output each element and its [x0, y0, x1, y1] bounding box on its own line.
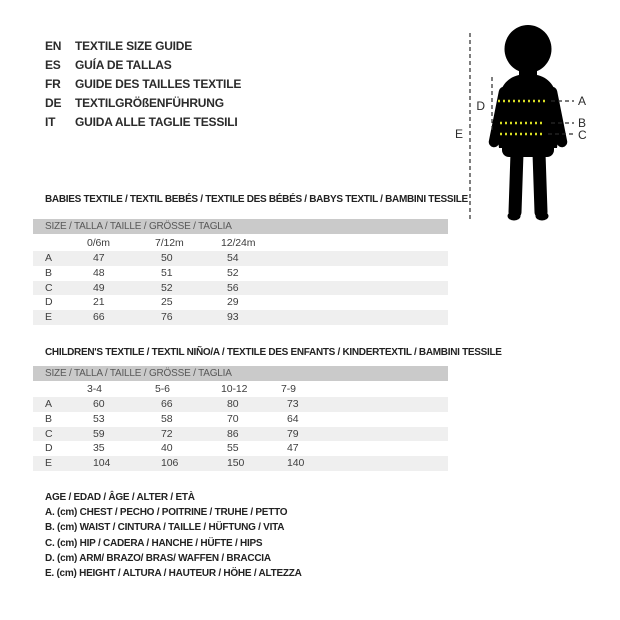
table-row: [33, 266, 448, 281]
measurement-value: 48: [93, 266, 105, 279]
babies-table: [33, 251, 448, 325]
table-row: [33, 427, 448, 442]
label-e: E: [454, 127, 463, 141]
measurement-value: 52: [161, 281, 173, 294]
measurement-value: 64: [287, 412, 299, 425]
measurement-value: 106: [161, 457, 179, 470]
language-row: [45, 37, 241, 56]
row-letter: B: [45, 412, 52, 425]
row-letter: E: [45, 311, 52, 324]
language-code: IT: [45, 115, 56, 129]
label-a: A: [578, 94, 587, 108]
measurement-value: 70: [227, 412, 239, 425]
measurement-value: 35: [93, 442, 105, 455]
legend-items: [45, 505, 302, 581]
table-row: [33, 441, 448, 456]
measurement-value: 86: [227, 427, 239, 440]
label-b: B: [578, 116, 587, 130]
measurement-value: 51: [161, 266, 173, 279]
measurement-value: 93: [227, 311, 239, 324]
table-column-header-row: [33, 382, 448, 397]
measurement-value: 58: [161, 412, 173, 425]
babies-size-header: SIZE / TALLA / TAILLE / GRÖSSE / TAGLIA: [33, 219, 448, 234]
column-header: 7-9: [281, 383, 296, 395]
measurement-value: 66: [93, 311, 105, 324]
measurement-value: 52: [227, 266, 239, 279]
measurement-value: 47: [93, 252, 105, 264]
language-code: DE: [45, 96, 62, 110]
measurement-value: 73: [287, 398, 299, 410]
label-d: D: [476, 99, 485, 113]
measurement-value: 80: [227, 398, 239, 410]
row-letter: D: [45, 296, 53, 309]
language-label: GUIDE DES TAILLES TEXTILE: [75, 77, 242, 91]
measurement-value: 150: [227, 457, 245, 470]
legend-age-line: AGE / EDAD / ÂGE / ALTER / ETÀ: [45, 492, 195, 503]
measurement-value: 60: [93, 398, 105, 410]
measurement-value: 55: [227, 442, 239, 455]
language-row: [45, 113, 241, 132]
measurement-value: 40: [161, 442, 173, 455]
language-list: [45, 37, 241, 132]
table-column-header-row: [33, 236, 448, 251]
measurement-value: 29: [227, 296, 239, 309]
children-section-title: CHILDREN'S TEXTILE / TEXTIL NIÑO/A / TEXTILE DES ENFANTS / KINDERTEXTIL / BAMBINI TESSILE: [45, 347, 502, 358]
measurement-value: 76: [161, 311, 173, 324]
children-column-headers: [33, 382, 448, 397]
table-row: [33, 251, 448, 266]
measurement-value: 140: [287, 457, 305, 470]
label-c: C: [578, 128, 587, 142]
column-header: 5-6: [155, 383, 170, 395]
measurement-value: 104: [93, 457, 111, 470]
language-label: GUÍA DE TALLAS: [75, 58, 172, 72]
legend-item: B. (cm) WAIST / CINTURA / TAILLE / HÜFTUNG / VITA: [45, 522, 285, 534]
legend-item: D. (cm) ARM/ BRAZO/ BRAS/ WAFFEN / BRACCIA: [45, 552, 271, 564]
table-row: [33, 412, 448, 427]
measurement-value: 54: [227, 252, 239, 264]
language-code: ES: [45, 58, 61, 72]
language-label: TEXTILGRÖßENFÜHRUNG: [75, 96, 224, 110]
measurement-legend: [45, 490, 302, 581]
measurement-value: 47: [287, 442, 299, 455]
measurement-value: 49: [93, 281, 105, 294]
measurement-value: 66: [161, 398, 173, 410]
table-row: [33, 281, 448, 296]
language-code: EN: [45, 39, 62, 53]
column-header: 0/6m: [87, 237, 110, 249]
row-letter: A: [45, 252, 52, 264]
column-header: 3-4: [87, 383, 102, 395]
table-row: [33, 456, 448, 471]
row-letter: B: [45, 266, 52, 279]
measurement-value: 53: [93, 412, 105, 425]
babies-column-headers: [33, 236, 448, 251]
row-letter: C: [45, 427, 53, 440]
language-label: TEXTILE SIZE GUIDE: [75, 39, 193, 53]
row-letter: D: [45, 442, 53, 455]
table-row: [33, 310, 448, 325]
children-size-header: SIZE / TALLA / TAILLE / GRÖSSE / TAGLIA: [33, 366, 448, 381]
language-row: [45, 75, 241, 94]
legend-item: C. (cm) HIP / CADERA / HANCHE / HÜFTE / HIPS: [45, 537, 263, 549]
babies-section-title: BABIES TEXTILE / TEXTIL BEBÉS / TEXTILE DES BÉBÉS / BABYS TEXTIL / BAMBINI TESSILE: [45, 194, 468, 205]
column-header: 12/24m: [221, 237, 256, 249]
column-header-spacer: [33, 236, 87, 251]
measurement-value: 21: [93, 296, 105, 309]
row-letter: C: [45, 281, 53, 294]
measurement-value: 59: [93, 427, 105, 440]
measurement-value: 56: [227, 281, 239, 294]
measurement-value: 72: [161, 427, 173, 440]
language-row: [45, 94, 241, 113]
measurement-value: 50: [161, 252, 173, 264]
measurement-value: 79: [287, 427, 299, 440]
column-header: 10-12: [221, 383, 248, 395]
legend-item: A. (cm) CHEST / PECHO / POITRINE / TRUHE / PETTO: [45, 507, 288, 519]
table-row: [33, 397, 448, 412]
table-row: [33, 295, 448, 310]
children-table: [33, 397, 448, 471]
language-row: [45, 56, 241, 75]
measurement-value: 25: [161, 296, 173, 309]
row-letter: E: [45, 457, 52, 470]
language-label: GUIDA ALLE TAGLIE TESSILI: [75, 115, 238, 129]
legend-item: E. (cm) HEIGHT / ALTURA / HAUTEUR / HÖHE / ALTEZZA: [45, 568, 302, 580]
column-header-spacer: [33, 382, 87, 397]
language-code: FR: [45, 77, 61, 91]
column-header: 7/12m: [155, 237, 184, 249]
row-letter: A: [45, 398, 52, 410]
